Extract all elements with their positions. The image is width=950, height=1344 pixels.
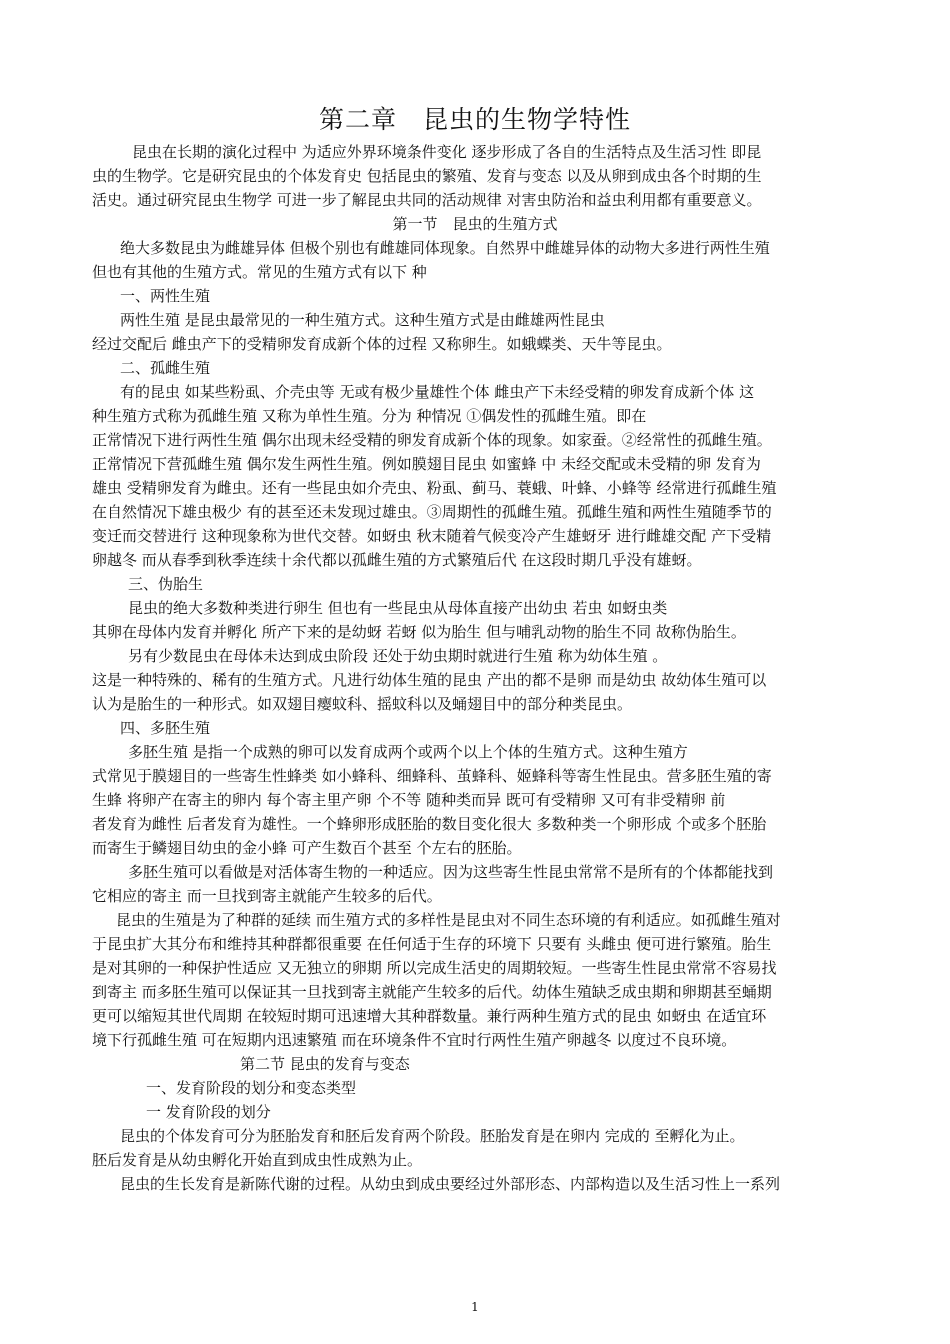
text-line: 而寄生于鳞翅目幼虫的金小蜂 可产生数百个甚至 个左右的胚胎。 xyxy=(92,839,522,857)
text-line: 式常见于膜翅目的一些寄生性蜂类 如小蜂科、细蜂科、茧蜂科、姬蜂科等寄生性昆虫。营多胚生殖的寄 xyxy=(92,767,772,785)
subsection-heading: 一、两性生殖 xyxy=(120,287,211,305)
text-line: 变迁而交替进行 这种现象称为世代交替。如蚜虫 秋末随着气候变冷产生雄蚜牙 进行雌雄交配 产下受精 xyxy=(92,527,772,545)
text-line: 有的昆虫 如某些粉虱、介壳虫等 无或有极少量雄性个体 雌虫产下未经受精的卵发育成新个体 这 xyxy=(120,383,755,401)
text-line: 绝大多数昆虫为雌雄异体 但极个别也有雌雄同体现象。自然界中雌雄异体的动物大多进行两性生殖 xyxy=(120,239,770,257)
chapter-title: 第二章 昆虫的生物学特性 xyxy=(318,104,631,134)
text-line: 昆虫的绝大多数种类进行卵生 但也有一些昆虫从母体直接产出幼虫 若虫 如蚜虫类 xyxy=(128,599,668,617)
text-line: 认为是胎生的一种形式。如双翅目瘿蚊科、摇蚊科以及蛹翅目中的部分种类昆虫。 xyxy=(92,695,633,713)
text-line: 多胚生殖可以看做是对活体寄生物的一种适应。因为这些寄生性昆虫常常不是所有的个体都能找到 xyxy=(128,863,774,881)
text-line: 到寄主 而多胚生殖可以保证其一旦找到寄主就能产生较多的后代。幼体生殖缺乏成虫期和卵期甚至蛹期 xyxy=(92,983,772,1001)
section-heading: 第二节 昆虫的发育与变态 xyxy=(240,1055,410,1073)
subsection-heading: 二、孤雌生殖 xyxy=(120,359,211,377)
text-line: 雄虫 受精卵发育为雌虫。还有一些昆虫如介壳虫、粉虱、蓟马、蓑蛾、叶蜂、小蜂等 经常进行孤雌生殖 xyxy=(92,479,777,497)
text-line: 这是一种特殊的、稀有的生殖方式。凡进行幼体生殖的昆虫 产出的都不是卵 而是幼虫 故幼体生殖可以 xyxy=(92,671,767,689)
text-line: 于昆虫扩大其分布和维持其种群都很重要 在任何适于生存的环境下 只要有 头雌虫 便可进行繁殖。胎生 xyxy=(92,935,772,953)
text-line: 者发育为雌性 后者发育为雄性。一个蜂卵形成胚胎的数目变化很大 多数种类一个卵形成 个或多个胚胎 xyxy=(92,815,767,833)
text-line: 昆虫的生长发育是新陈代谢的过程。从幼虫到成虫要经过外部形态、内部构造以及生活习性上一系列 xyxy=(120,1175,781,1193)
section-heading: 第一节 昆虫的生殖方式 xyxy=(392,215,558,233)
subsection-heading: 一、发育阶段的划分和变态类型 xyxy=(146,1079,357,1097)
subsection-heading: 四、多胚生殖 xyxy=(120,719,211,737)
text-line: 生蜂 将卵产在寄主的卵内 每个寄主里产卵 个不等 随种类而异 既可有受精卵 又可有非受精卵 前 xyxy=(92,791,726,809)
subsection-heading: 一 发育阶段的划分 xyxy=(146,1103,271,1121)
text-line: 卵越冬 而从春季到秋季连续十余代都以孤雌生殖的方式繁殖后代 在这段时期几乎没有雄蚜。 xyxy=(92,551,702,569)
text-line: 其卵在母体内发育并孵化 所产下来的是幼蚜 若蚜 似为胎生 但与哺乳动物的胎生不同 故称伪胎生。 xyxy=(92,623,746,641)
text-line: 昆虫的生殖是为了种群的延续 而生殖方式的多样性是昆虫对不同生态环境的有利适应。如孤雌生殖对 xyxy=(116,911,781,929)
text-line: 正常情况下营孤雌生殖 偶尔发生两性生殖。例如膜翅目昆虫 如蜜蜂 中 未经交配或未受精的卵 发育为 xyxy=(92,455,761,473)
subsection-heading: 三、伪胎生 xyxy=(128,575,204,593)
text-line: 虫的生物学。它是研究昆虫的个体发育史 包括昆虫的繁殖、发育与变态 以及从卵到成虫各个时期的生 xyxy=(92,167,762,185)
text-line: 在自然情况下雄虫极少 有的甚至还未发现过雄虫。③周期性的孤雌生殖。孤雌生殖和两性生殖随季节的 xyxy=(92,503,772,521)
text-line: 另有少数昆虫在母体未达到成虫阶段 还处于幼虫期时就进行生殖 称为幼体生殖 。 xyxy=(128,647,668,665)
text-line: 种生殖方式称为孤雌生殖 又称为单性生殖。分为 种情况 ①偶发性的孤雌生殖。即在 xyxy=(92,407,647,425)
text-line: 胚后发育是从幼虫孵化开始直到成虫性成熟为止。 xyxy=(92,1151,423,1169)
text-line: 正常情况下进行两性生殖 偶尔出现未经受精的卵发育成新个体的现象。如家蚕。②经常性的孤雌生殖。 xyxy=(92,431,772,449)
text-line: 多胚生殖 是指一个成熟的卵可以发育成两个或两个以上个体的生殖方式。这种生殖方 xyxy=(128,743,688,761)
text-line: 两性生殖 是昆虫最常见的一种生殖方式。这种生殖方式是由雌雄两性昆虫 xyxy=(120,311,605,329)
text-line: 昆虫在长期的演化过程中 为适应外界环境条件变化 逐步形成了各自的生活特点及生活习性 即昆 xyxy=(132,143,762,161)
text-line: 它相应的寄主 而一旦找到寄主就能产生较多的后代。 xyxy=(92,887,442,905)
text-line: 昆虫的个体发育可分为胚胎发育和胚后发育两个阶段。胚胎发育是在卵内 完成的 至孵化为止。 xyxy=(120,1127,745,1145)
text-line: 是对其卵的一种保护性适应 又无独立的卵期 所以完成生活史的周期较短。一些寄生性昆虫常常不容易找 xyxy=(92,959,777,977)
text-line: 更可以缩短其世代周期 在较短时期可迅速增大其种群数量。兼行两种生殖方式的昆虫 如蚜虫 在适宜环 xyxy=(92,1007,767,1025)
page-number: 1 xyxy=(471,1300,479,1314)
text-line: 活史。通过研究昆虫生物学 可进一步了解昆虫共同的活动规律 对害虫防治和益虫利用都有重要意义。 xyxy=(92,191,762,209)
text-line: 境下行孤雌生殖 可在短期内迅速繁殖 而在环境条件不宜时行两性生殖产卵越冬 以度过不良环境。 xyxy=(92,1031,737,1049)
text-line: 经过交配后 雌虫产下的受精卵发育成新个体的过程 又称卵生。如蛾蝶类、天牛等昆虫。 xyxy=(92,335,672,353)
text-line: 但也有其他的生殖方式。常见的生殖方式有以下 种 xyxy=(92,263,427,281)
